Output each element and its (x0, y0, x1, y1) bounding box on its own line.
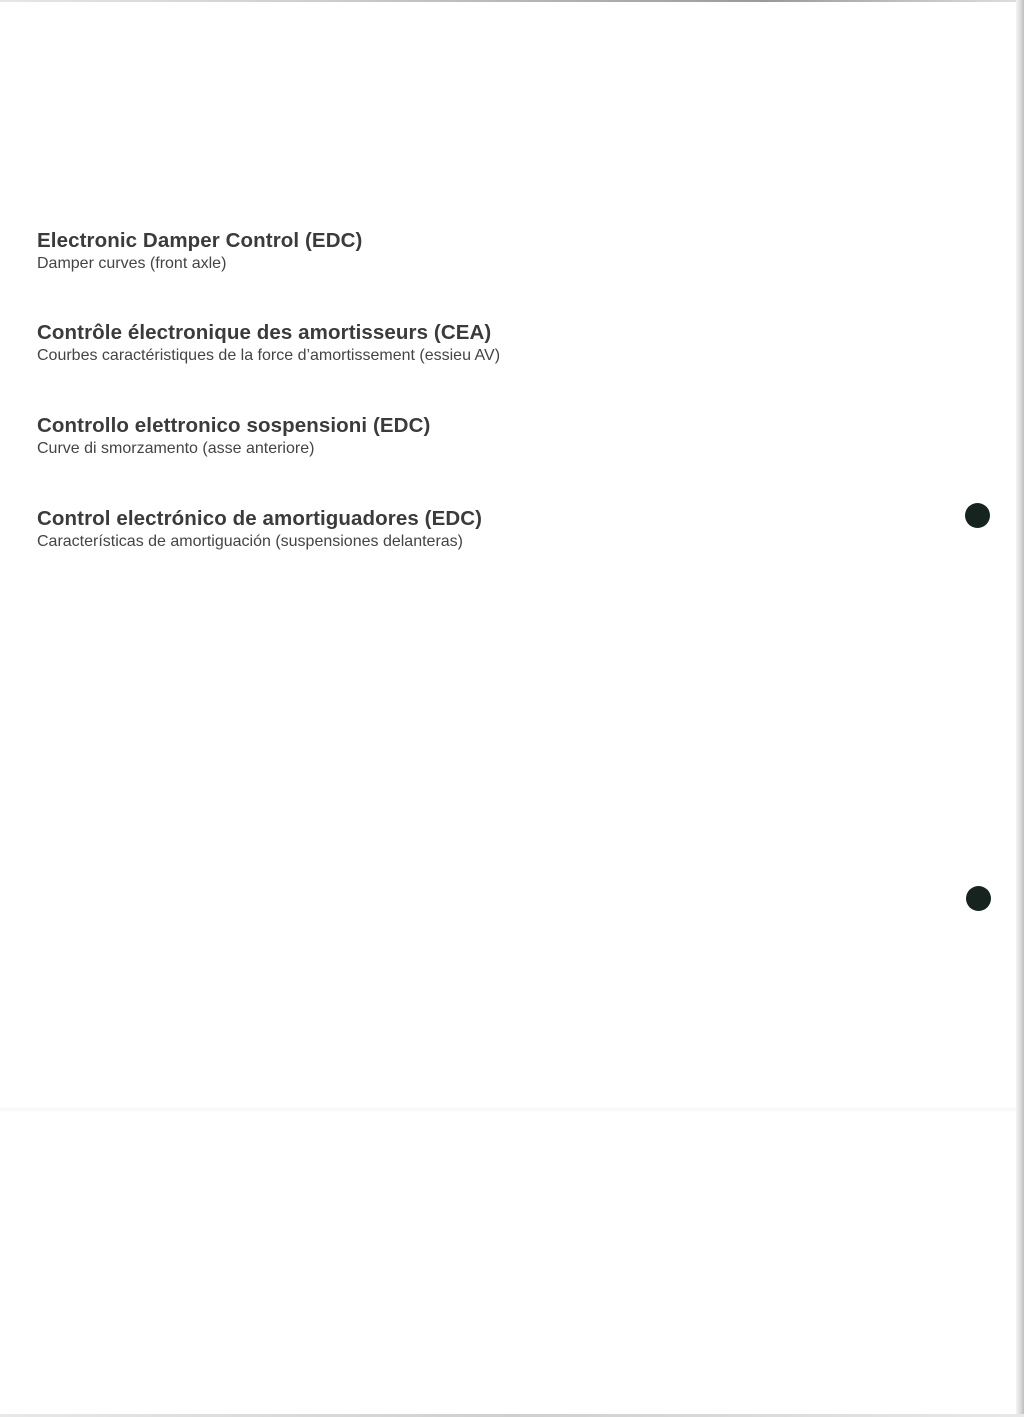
section-english (37, 228, 937, 274)
section-subheading-italian: Curve di smorzamento (asse anteriore) (37, 440, 315, 457)
section-french (37, 320, 937, 366)
section-heading-italian: Controllo elettronico sospensioni (EDC) (37, 414, 431, 437)
section-spanish (37, 506, 937, 552)
punch-hole-lower (966, 886, 991, 911)
section-heading-spanish: Control electrónico de amortiguadores (EDC) (37, 507, 483, 530)
section-subheading-french: Courbes caractéristiques de la force d’amortissement (essieu AV) (37, 347, 501, 364)
section-heading-french: Contrôle électronique des amortisseurs (CEA) (37, 321, 492, 344)
section-italian (37, 413, 937, 459)
paper-fold-line (0, 1106, 1016, 1112)
section-subheading-english: Damper curves (front axle) (37, 255, 227, 272)
scan-edge-right (1016, 0, 1024, 1417)
section-heading-english: Electronic Damper Control (EDC) (37, 229, 363, 252)
section-subheading-spanish: Características de amortiguación (suspensiones delanteras) (37, 533, 463, 550)
scan-edge-top (0, 0, 1024, 2)
punch-hole-upper (965, 503, 990, 528)
